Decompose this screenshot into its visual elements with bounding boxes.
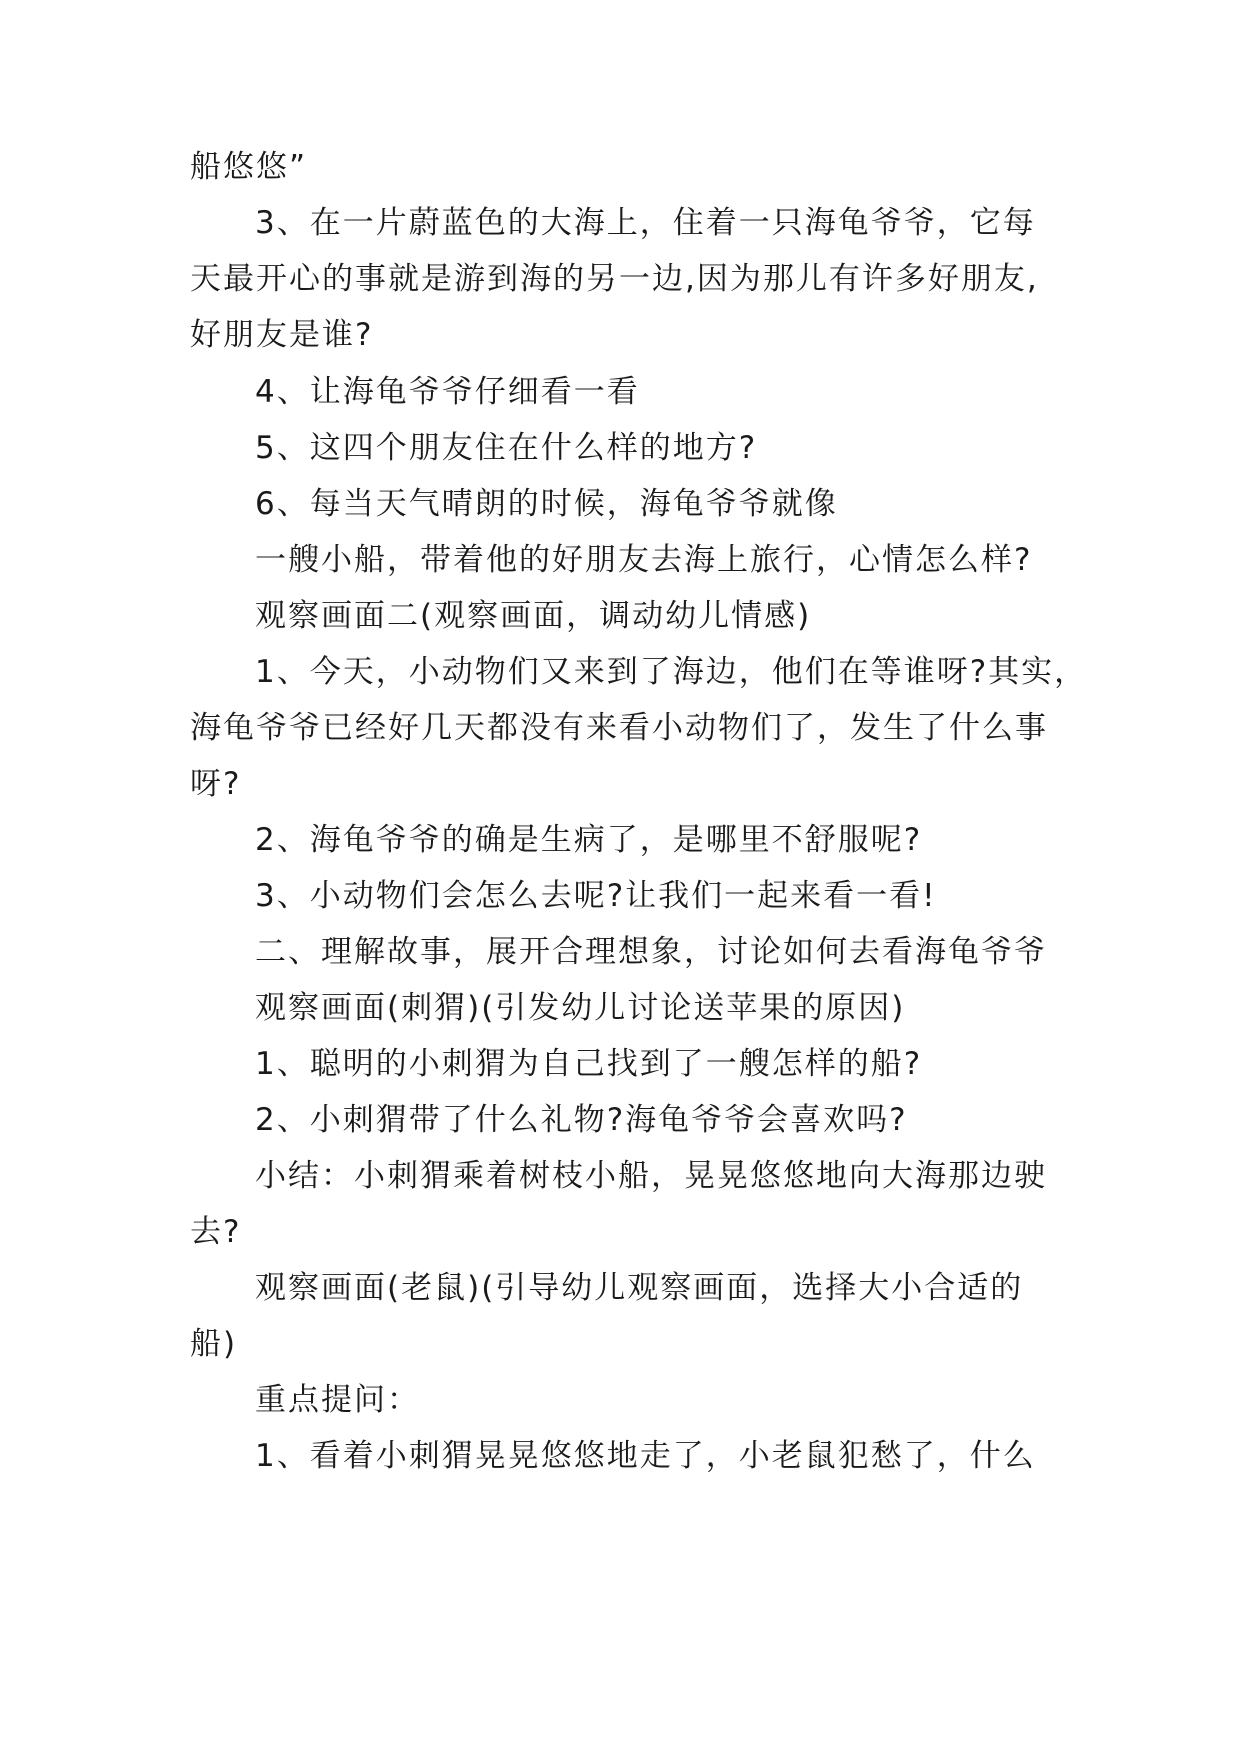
text-line: 天最开心的事就是游到海的另一边,因为那儿有许多好朋友,: [190, 261, 1039, 297]
text-line: 海龟爷爷已经好几天都没有来看小动物们了，发生了什么事: [190, 710, 1048, 746]
text-line: 一艘小船，带着他的好朋友去海上旅行，心情怎么样?: [255, 542, 1033, 578]
text-line: 观察画面(刺猬)(引发幼儿讨论送苹果的原因): [255, 990, 906, 1026]
text-line: 4、让海龟爷爷仔细看一看: [255, 374, 640, 410]
text-line: 二、理解故事，展开合理想象，讨论如何去看海龟爷爷: [255, 934, 1047, 970]
text-line: 去?: [190, 1214, 242, 1250]
text-line: 好朋友是谁?: [190, 317, 374, 353]
text-line: 观察画面二(观察画面，调动幼儿情感): [255, 598, 812, 634]
text-line: 2、海龟爷爷的确是生病了，是哪里不舒服呢?: [255, 822, 923, 858]
text-line: 1、今天，小动物们又来到了海边，他们在等谁呀?其实，: [255, 654, 1088, 690]
text-line: 3、在一片蔚蓝色的大海上，住着一只海龟爷爷，它每: [255, 205, 1036, 241]
text-line: 船): [190, 1326, 238, 1362]
text-line: 6、每当天气晴朗的时候，海龟爷爷就像: [255, 486, 838, 522]
text-line: 3、小动物们会怎么去呢?让我们一起来看一看!: [255, 878, 937, 914]
text-line: 重点提问：: [255, 1382, 420, 1418]
text-line: 2、小刺猬带了什么礼物?海龟爷爷会喜欢吗?: [255, 1102, 908, 1138]
text-line: 观察画面(老鼠)(引导幼儿观察画面，选择大小合适的: [255, 1270, 1024, 1306]
text-line: 5、这四个朋友住在什么样的地方?: [255, 430, 758, 466]
text-line: 小结：小刺猬乘着树枝小船，晃晃悠悠地向大海那边驶: [255, 1158, 1047, 1194]
text-line: 船悠悠”: [190, 149, 308, 185]
text-line: 1、聪明的小刺猬为自己找到了一艘怎样的船?: [255, 1046, 923, 1082]
text-line: 呀?: [190, 766, 242, 802]
text-line: 1、看着小刺猬晃晃悠悠地走了，小老鼠犯愁了，什么: [255, 1438, 1036, 1474]
